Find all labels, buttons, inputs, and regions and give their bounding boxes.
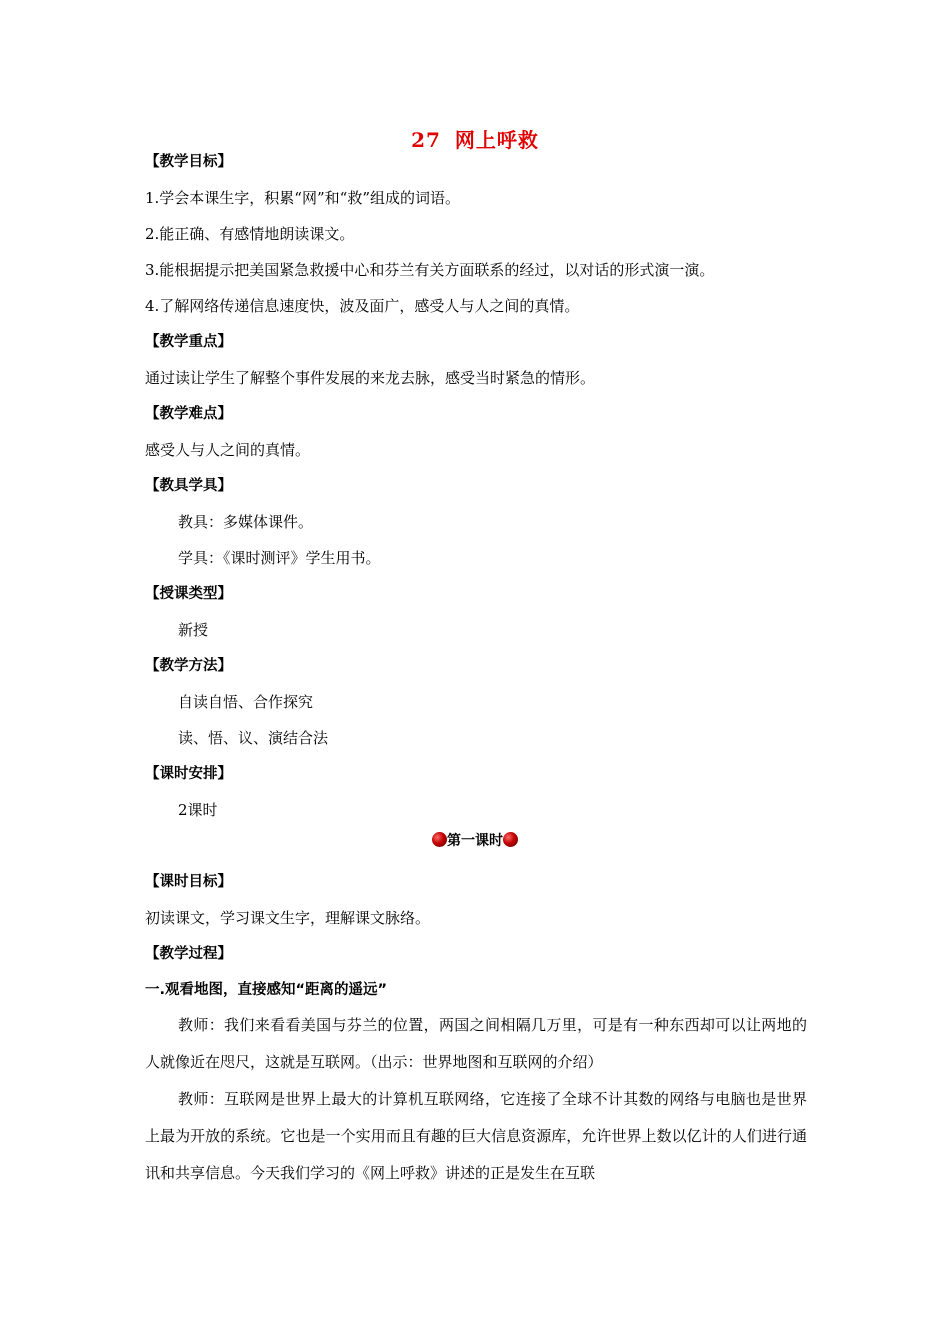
lesson-type-text: 新授 [178, 621, 209, 639]
heading-process: 【教学过程】 [145, 946, 232, 962]
step-title: 一.观看地图，直接感知“距离的遥远” [145, 982, 388, 998]
heading-teaching-goals: 【教学目标】 [145, 154, 232, 170]
body-paragraph: 教师：互联网是世界上最大的计算机互联网络，它连接了全球不计其数的网络与电脑也是世界上最为开放的系统。它也是一个实用而且有趣的巨大信息资源库，允许世界上数以亿计的人们进行通讯和共享信息。今天我们学习的《网上呼救》讲述的正是发生在互联 [145, 1090, 807, 1182]
method-item: 读、悟、议、演结合法 [178, 729, 329, 747]
goal-item: 1.学会本课生字，积累“网”和“救”组成的词语。 [145, 189, 460, 207]
method-item: 自读自悟、合作探究 [178, 693, 314, 711]
session-goal-text: 初读课文，学习课文生字，理解课文脉络。 [145, 909, 431, 927]
difficulties-text: 感受人与人之间的真情。 [145, 441, 311, 459]
body-paragraph: 教师：我们来看看美国与芬兰的位置，两国之间相隔几万里，可是有一种东西却可以让两地的人就像近在咫尺，这就是互联网。（出示：世界地图和互联网的介绍） [145, 1016, 807, 1071]
heading-methods: 【教学方法】 [145, 658, 232, 674]
tool-item: 学具：《课时测评》学生用书。 [178, 549, 381, 567]
red-dot-icon [432, 832, 447, 847]
key-points-text: 通过读让学生了解整个事件发展的来龙去脉，感受当时紧急的情形。 [145, 369, 596, 387]
goal-item: 2.能正确、有感情地朗读课文。 [145, 225, 355, 243]
session-heading [0, 830, 950, 850]
lesson-title [0, 124, 950, 153]
lesson-number: 27 [411, 128, 441, 152]
heading-tools: 【教具学具】 [145, 478, 232, 494]
heading-session-goal: 【课时目标】 [145, 874, 232, 890]
heading-key-points: 【教学重点】 [145, 334, 232, 350]
tool-item: 教具：多媒体课件。 [178, 513, 314, 531]
red-dot-icon [503, 832, 518, 847]
goal-item: 4.了解网络传递信息速度快，波及面广，感受人与人之间的真情。 [145, 297, 580, 315]
heading-lesson-type: 【授课类型】 [145, 586, 232, 602]
heading-schedule: 【课时安排】 [145, 766, 232, 782]
lesson-title-text: 网上呼救 [454, 128, 539, 152]
heading-difficulties: 【教学难点】 [145, 406, 232, 422]
session-title: 第一课时 [447, 833, 503, 849]
goal-item: 3.能根据提示把美国紧急救援中心和芬兰有关方面联系的经过，以对话的形式演一演。 [145, 261, 715, 279]
schedule-text: 2课时 [178, 801, 218, 819]
